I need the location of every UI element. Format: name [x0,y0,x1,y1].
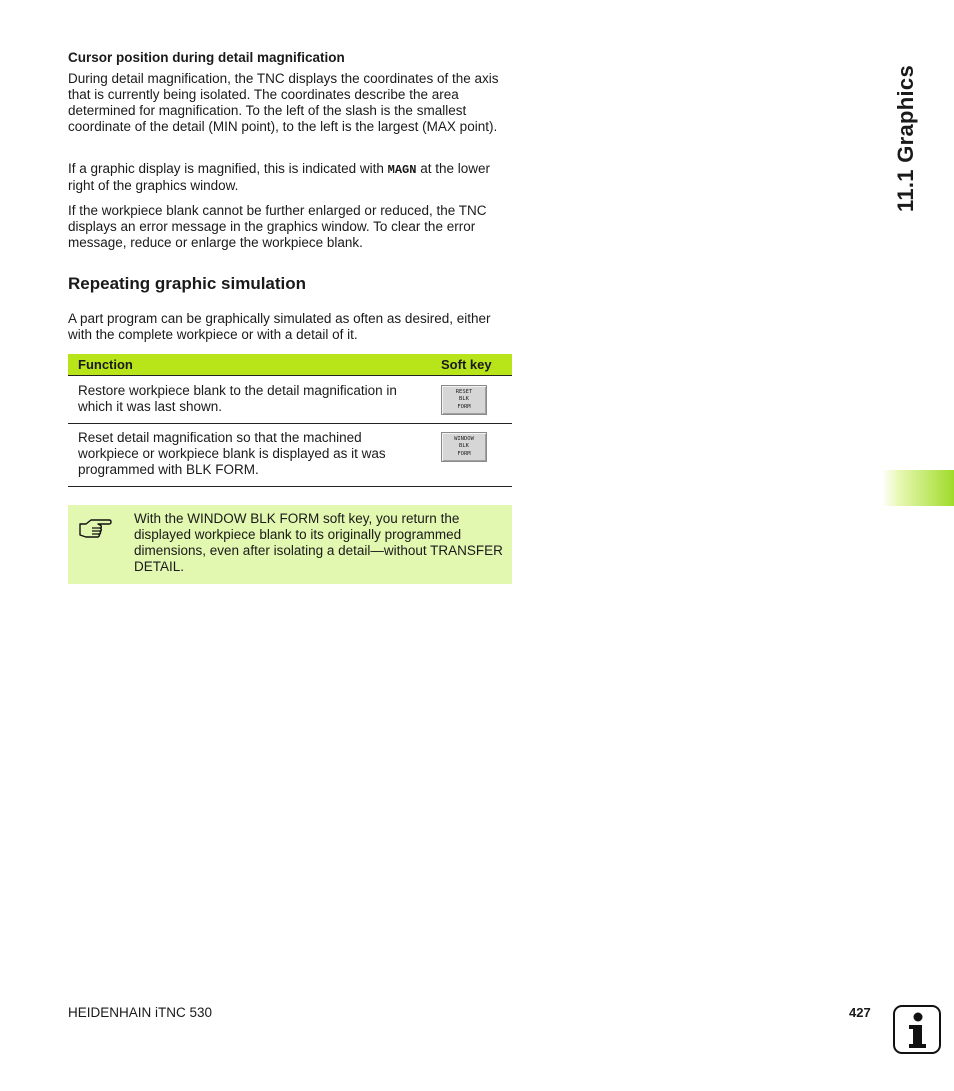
paragraph-magn-text-before: If a graphic display is magnified, this is indicated with [68,161,388,176]
paragraph-magn-indicator [68,161,512,194]
footer-manual-name: HEIDENHAIN iTNC 530 [68,1005,213,1020]
section-heading: Repeating graphic simulation [68,274,307,293]
column-header-softkey: Soft key [441,357,492,372]
softkey-label-line: BLK [459,396,469,403]
softkey-window-blk-form[interactable] [441,432,487,462]
paragraph-error-message: If the workpiece blank cannot be further enlarged or reduced, the TNC displays an error message in the graphics window. To clear the error message, reduce or enlarge the workpiece blank. [68,203,487,250]
info-glyph [895,1007,939,1052]
softkey-label-line: FORM [457,450,471,457]
note-box [68,505,512,584]
note-text: With the WINDOW BLK FORM soft key, you return the displayed workpiece blank to its originally programmed dimensions, even after isolating a detail—without TRANSFER DETAIL. [134,511,503,574]
chapter-side-title: 11.1 Graphics [893,65,918,212]
info-icon [893,1005,941,1054]
subsection-heading: Cursor position during detail magnification [68,50,345,65]
magn-code: MAGN [387,163,417,177]
chapter-tab [882,470,954,506]
paragraph-magn-text-after: at the lower right of the graphics window. [68,161,491,193]
softkey-reset-blk-form[interactable] [441,385,487,415]
row-function-text: Restore workpiece blank to the detail magnification in which it was last shown. [78,383,397,414]
table-row [68,424,512,487]
column-header-function: Function [78,357,133,372]
table-row [68,375,512,424]
table-header [68,354,512,375]
softkey-label-line: BLK [459,443,469,450]
page-number: 427 [849,1005,871,1020]
paragraph-cursor-position: During detail magnification, the TNC displays the coordinates of the axis that is currently being isolated. The coordinates describe the area determined for magnification. To the left of the slash is the smallest coordinate of the detail (MIN point), to the left is the largest (MAX point). [68,71,499,134]
softkey-label-line: RESET [455,388,473,395]
pointing-hand-icon [78,515,112,539]
softkey-label-line: FORM [457,403,471,410]
softkey-table [68,354,512,487]
softkey-label-line: WINDOW [454,435,474,442]
paragraph-repeat-simulation: A part program can be graphically simulated as often as desired, either with the complete workpiece or with a detail of it. [68,311,491,342]
row-function-text: Reset detail magnification so that the machined workpiece or workpiece blank is displayed as it was programmed with BLK FORM. [78,430,386,477]
